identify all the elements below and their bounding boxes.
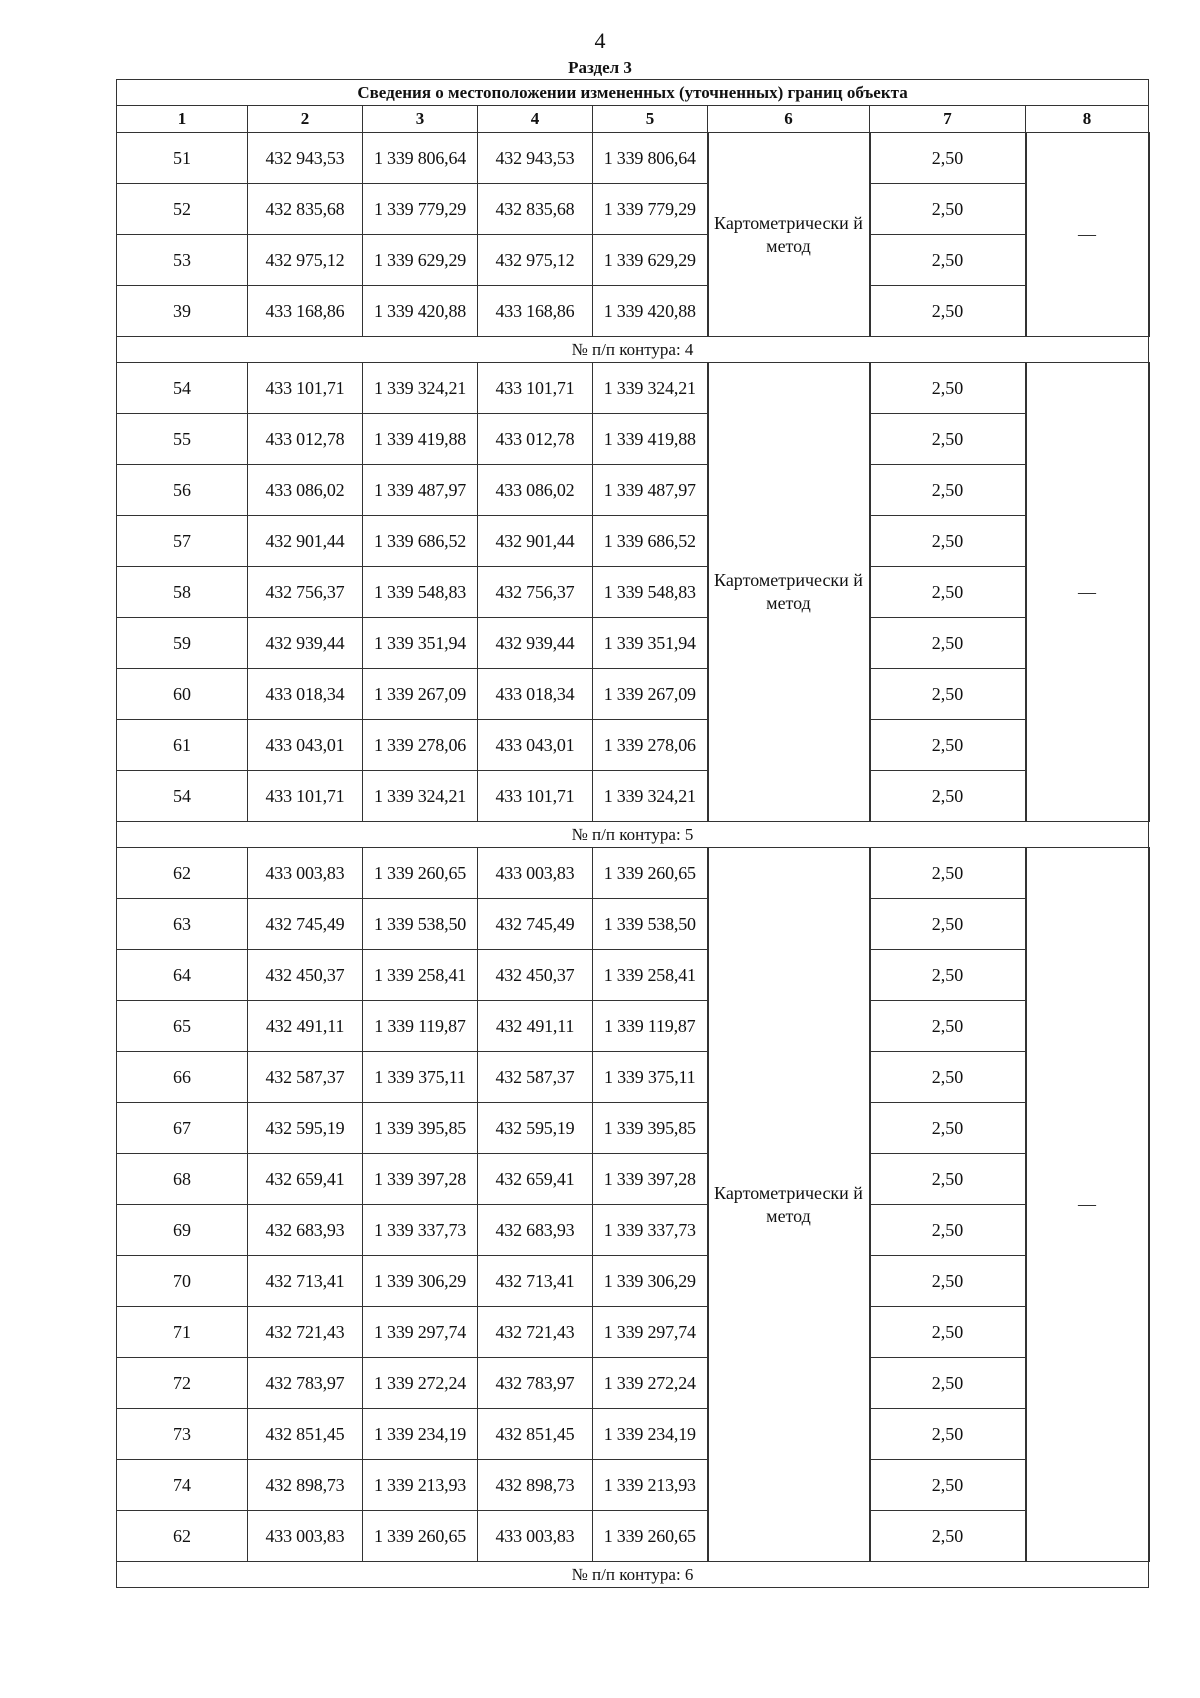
- x-coordinate-cell: 433 012,78: [248, 414, 363, 465]
- y-coordinate-cell: 1 339 419,88: [363, 414, 478, 465]
- accuracy-cell: 2,50: [870, 465, 1026, 516]
- accuracy-cell: 2,50: [870, 1205, 1026, 1256]
- y-coordinate-new-cell: 1 339 213,93: [593, 1460, 708, 1511]
- y-coordinate-cell: 1 339 395,85: [363, 1103, 478, 1154]
- table-row: [117, 950, 1149, 1001]
- table-row: [117, 771, 1149, 822]
- x-coordinate-new-cell: 432 835,68: [478, 184, 593, 235]
- y-coordinate-cell: 1 339 324,21: [363, 363, 478, 414]
- table-row: [117, 567, 1149, 618]
- accuracy-cell: 2,50: [870, 184, 1026, 235]
- point-number-cell: 66: [117, 1052, 248, 1103]
- point-number-cell: 64: [117, 950, 248, 1001]
- y-coordinate-cell: 1 339 324,21: [363, 771, 478, 822]
- table-row: [117, 1052, 1149, 1103]
- point-number-cell: 73: [117, 1409, 248, 1460]
- accuracy-cell: 2,50: [870, 1256, 1026, 1307]
- accuracy-cell: 2,50: [870, 567, 1026, 618]
- x-coordinate-new-cell: 432 595,19: [478, 1103, 593, 1154]
- point-number-cell: 57: [117, 516, 248, 567]
- accuracy-cell: 2,50: [870, 618, 1026, 669]
- y-coordinate-cell: 1 339 213,93: [363, 1460, 478, 1511]
- point-number-cell: 74: [117, 1460, 248, 1511]
- table-row: [117, 848, 1149, 899]
- y-coordinate-new-cell: 1 339 779,29: [593, 184, 708, 235]
- table-row: [117, 1511, 1149, 1562]
- x-coordinate-new-cell: 432 450,37: [478, 950, 593, 1001]
- y-coordinate-cell: 1 339 375,11: [363, 1052, 478, 1103]
- accuracy-cell: 2,50: [870, 1103, 1026, 1154]
- y-coordinate-cell: 1 339 686,52: [363, 516, 478, 567]
- method-cell: Картометрически й метод: [708, 133, 870, 337]
- point-number-cell: 72: [117, 1358, 248, 1409]
- y-coordinate-cell: 1 339 779,29: [363, 184, 478, 235]
- point-number-cell: 54: [117, 363, 248, 414]
- column-header: 6: [708, 106, 870, 133]
- coordinates-table: [116, 79, 1150, 1588]
- x-coordinate-new-cell: 433 012,78: [478, 414, 593, 465]
- table-row: [117, 899, 1149, 950]
- x-coordinate-new-cell: 432 901,44: [478, 516, 593, 567]
- point-number-cell: 54: [117, 771, 248, 822]
- x-coordinate-cell: 432 721,43: [248, 1307, 363, 1358]
- y-coordinate-new-cell: 1 339 119,87: [593, 1001, 708, 1052]
- column-header: 1: [117, 106, 248, 133]
- x-coordinate-cell: 432 943,53: [248, 133, 363, 184]
- x-coordinate-new-cell: 432 898,73: [478, 1460, 593, 1511]
- x-coordinate-new-cell: 432 975,12: [478, 235, 593, 286]
- y-coordinate-cell: 1 339 272,24: [363, 1358, 478, 1409]
- y-coordinate-new-cell: 1 339 234,19: [593, 1409, 708, 1460]
- table-row: [117, 618, 1149, 669]
- x-coordinate-cell: 432 659,41: [248, 1154, 363, 1205]
- method-cell: Картометрически й метод: [708, 848, 870, 1562]
- point-number-cell: 67: [117, 1103, 248, 1154]
- y-coordinate-new-cell: 1 339 267,09: [593, 669, 708, 720]
- point-number-cell: 71: [117, 1307, 248, 1358]
- table-row: [117, 1460, 1149, 1511]
- y-coordinate-cell: 1 339 234,19: [363, 1409, 478, 1460]
- table-row: [117, 1103, 1149, 1154]
- y-coordinate-new-cell: 1 339 686,52: [593, 516, 708, 567]
- y-coordinate-cell: 1 339 297,74: [363, 1307, 478, 1358]
- page-number: 4: [594, 28, 606, 53]
- x-coordinate-cell: 433 168,86: [248, 286, 363, 337]
- y-coordinate-new-cell: 1 339 419,88: [593, 414, 708, 465]
- y-coordinate-new-cell: 1 339 272,24: [593, 1358, 708, 1409]
- x-coordinate-cell: 433 043,01: [248, 720, 363, 771]
- accuracy-cell: 2,50: [870, 235, 1026, 286]
- table-row: [117, 669, 1149, 720]
- y-coordinate-cell: 1 339 806,64: [363, 133, 478, 184]
- y-coordinate-cell: 1 339 260,65: [363, 848, 478, 899]
- table-caption-row: [117, 80, 1149, 106]
- contour-row: [117, 1562, 1149, 1588]
- accuracy-cell: 2,50: [870, 1409, 1026, 1460]
- accuracy-cell: 2,50: [870, 1154, 1026, 1205]
- x-coordinate-cell: 432 683,93: [248, 1205, 363, 1256]
- y-coordinate-cell: 1 339 487,97: [363, 465, 478, 516]
- x-coordinate-new-cell: 432 756,37: [478, 567, 593, 618]
- table-row: [117, 465, 1149, 516]
- col8-dash-cell: —: [1026, 363, 1149, 822]
- accuracy-cell: 2,50: [870, 286, 1026, 337]
- accuracy-cell: 2,50: [870, 414, 1026, 465]
- y-coordinate-new-cell: 1 339 395,85: [593, 1103, 708, 1154]
- column-header: 7: [870, 106, 1026, 133]
- point-number-cell: 55: [117, 414, 248, 465]
- y-coordinate-new-cell: 1 339 351,94: [593, 618, 708, 669]
- x-coordinate-cell: 432 745,49: [248, 899, 363, 950]
- point-number-cell: 56: [117, 465, 248, 516]
- y-coordinate-new-cell: 1 339 297,74: [593, 1307, 708, 1358]
- y-coordinate-new-cell: 1 339 375,11: [593, 1052, 708, 1103]
- y-coordinate-cell: 1 339 420,88: [363, 286, 478, 337]
- x-coordinate-cell: 432 901,44: [248, 516, 363, 567]
- y-coordinate-new-cell: 1 339 278,06: [593, 720, 708, 771]
- x-coordinate-new-cell: 432 783,97: [478, 1358, 593, 1409]
- y-coordinate-new-cell: 1 339 258,41: [593, 950, 708, 1001]
- column-header: 3: [363, 106, 478, 133]
- table-row: [117, 286, 1149, 337]
- point-number-cell: 39: [117, 286, 248, 337]
- table-row: [117, 1358, 1149, 1409]
- point-number-cell: 70: [117, 1256, 248, 1307]
- x-coordinate-cell: 432 835,68: [248, 184, 363, 235]
- x-coordinate-cell: 432 851,45: [248, 1409, 363, 1460]
- x-coordinate-new-cell: 433 101,71: [478, 771, 593, 822]
- point-number-cell: 63: [117, 899, 248, 950]
- column-header: 5: [593, 106, 708, 133]
- x-coordinate-cell: 432 713,41: [248, 1256, 363, 1307]
- table-row: [117, 516, 1149, 567]
- y-coordinate-cell: 1 339 548,83: [363, 567, 478, 618]
- point-number-cell: 60: [117, 669, 248, 720]
- x-coordinate-new-cell: 433 168,86: [478, 286, 593, 337]
- table-caption: Сведения о местоположении измененных (уточненных) границ объекта: [117, 80, 1149, 106]
- accuracy-cell: 2,50: [870, 516, 1026, 567]
- table-row: [117, 1307, 1149, 1358]
- y-coordinate-cell: 1 339 351,94: [363, 618, 478, 669]
- y-coordinate-cell: 1 339 258,41: [363, 950, 478, 1001]
- point-number-cell: 68: [117, 1154, 248, 1205]
- y-coordinate-cell: 1 339 538,50: [363, 899, 478, 950]
- table-row: [117, 1256, 1149, 1307]
- column-header: 8: [1026, 106, 1149, 133]
- accuracy-cell: 2,50: [870, 771, 1026, 822]
- x-coordinate-cell: 433 018,34: [248, 669, 363, 720]
- y-coordinate-new-cell: 1 339 629,29: [593, 235, 708, 286]
- x-coordinate-cell: 432 595,19: [248, 1103, 363, 1154]
- column-header: 2: [248, 106, 363, 133]
- x-coordinate-new-cell: 432 721,43: [478, 1307, 593, 1358]
- accuracy-cell: 2,50: [870, 720, 1026, 771]
- accuracy-cell: 2,50: [870, 899, 1026, 950]
- x-coordinate-new-cell: 433 086,02: [478, 465, 593, 516]
- y-coordinate-new-cell: 1 339 324,21: [593, 771, 708, 822]
- y-coordinate-new-cell: 1 339 260,65: [593, 1511, 708, 1562]
- x-coordinate-new-cell: 432 659,41: [478, 1154, 593, 1205]
- table-row: [117, 235, 1149, 286]
- x-coordinate-new-cell: 433 003,83: [478, 848, 593, 899]
- x-coordinate-cell: 432 783,97: [248, 1358, 363, 1409]
- point-number-cell: 53: [117, 235, 248, 286]
- method-cell: Картометрически й метод: [708, 363, 870, 822]
- point-number-cell: 69: [117, 1205, 248, 1256]
- x-coordinate-cell: 432 975,12: [248, 235, 363, 286]
- x-coordinate-cell: 432 756,37: [248, 567, 363, 618]
- x-coordinate-new-cell: 432 491,11: [478, 1001, 593, 1052]
- y-coordinate-new-cell: 1 339 487,97: [593, 465, 708, 516]
- point-number-cell: 51: [117, 133, 248, 184]
- x-coordinate-new-cell: 433 003,83: [478, 1511, 593, 1562]
- accuracy-cell: 2,50: [870, 1511, 1026, 1562]
- point-number-cell: 65: [117, 1001, 248, 1052]
- accuracy-cell: 2,50: [870, 1052, 1026, 1103]
- contour-label: № п/п контура: 5: [117, 822, 1149, 848]
- y-coordinate-new-cell: 1 339 420,88: [593, 286, 708, 337]
- table-row: [117, 363, 1149, 414]
- point-number-cell: 58: [117, 567, 248, 618]
- x-coordinate-cell: 432 491,11: [248, 1001, 363, 1052]
- y-coordinate-new-cell: 1 339 324,21: [593, 363, 708, 414]
- table-row: [117, 1001, 1149, 1052]
- accuracy-cell: 2,50: [870, 1307, 1026, 1358]
- y-coordinate-cell: 1 339 278,06: [363, 720, 478, 771]
- contour-label: № п/п контура: 4: [117, 337, 1149, 363]
- x-coordinate-cell: 433 003,83: [248, 848, 363, 899]
- table-row: [117, 414, 1149, 465]
- accuracy-cell: 2,50: [870, 848, 1026, 899]
- table-row: [117, 184, 1149, 235]
- y-coordinate-new-cell: 1 339 806,64: [593, 133, 708, 184]
- x-coordinate-new-cell: 432 939,44: [478, 618, 593, 669]
- point-number-cell: 59: [117, 618, 248, 669]
- y-coordinate-cell: 1 339 119,87: [363, 1001, 478, 1052]
- table-row: [117, 1205, 1149, 1256]
- section-title: Раздел 3: [568, 58, 632, 77]
- col8-dash-cell: —: [1026, 848, 1149, 1562]
- table-body: [117, 80, 1149, 1588]
- column-header-row: [117, 106, 1149, 133]
- y-coordinate-cell: 1 339 397,28: [363, 1154, 478, 1205]
- col8-dash-cell: —: [1026, 133, 1149, 337]
- y-coordinate-new-cell: 1 339 337,73: [593, 1205, 708, 1256]
- accuracy-cell: 2,50: [870, 133, 1026, 184]
- x-coordinate-cell: 433 101,71: [248, 771, 363, 822]
- x-coordinate-new-cell: 433 043,01: [478, 720, 593, 771]
- accuracy-cell: 2,50: [870, 1001, 1026, 1052]
- y-coordinate-cell: 1 339 337,73: [363, 1205, 478, 1256]
- y-coordinate-cell: 1 339 267,09: [363, 669, 478, 720]
- x-coordinate-cell: 432 450,37: [248, 950, 363, 1001]
- x-coordinate-new-cell: 432 683,93: [478, 1205, 593, 1256]
- x-coordinate-new-cell: 433 018,34: [478, 669, 593, 720]
- x-coordinate-cell: 432 898,73: [248, 1460, 363, 1511]
- accuracy-cell: 2,50: [870, 950, 1026, 1001]
- x-coordinate-new-cell: 432 851,45: [478, 1409, 593, 1460]
- accuracy-cell: 2,50: [870, 669, 1026, 720]
- table-row: [117, 720, 1149, 771]
- y-coordinate-new-cell: 1 339 538,50: [593, 899, 708, 950]
- x-coordinate-new-cell: 433 101,71: [478, 363, 593, 414]
- point-number-cell: 62: [117, 1511, 248, 1562]
- y-coordinate-cell: 1 339 260,65: [363, 1511, 478, 1562]
- x-coordinate-new-cell: 432 745,49: [478, 899, 593, 950]
- table-row: [117, 1154, 1149, 1205]
- y-coordinate-new-cell: 1 339 548,83: [593, 567, 708, 618]
- point-number-cell: 62: [117, 848, 248, 899]
- contour-row: [117, 337, 1149, 363]
- y-coordinate-new-cell: 1 339 306,29: [593, 1256, 708, 1307]
- x-coordinate-cell: 432 939,44: [248, 618, 363, 669]
- x-coordinate-cell: 433 003,83: [248, 1511, 363, 1562]
- x-coordinate-cell: 432 587,37: [248, 1052, 363, 1103]
- y-coordinate-cell: 1 339 629,29: [363, 235, 478, 286]
- point-number-cell: 61: [117, 720, 248, 771]
- x-coordinate-new-cell: 432 943,53: [478, 133, 593, 184]
- x-coordinate-new-cell: 432 713,41: [478, 1256, 593, 1307]
- y-coordinate-new-cell: 1 339 260,65: [593, 848, 708, 899]
- column-header: 4: [478, 106, 593, 133]
- contour-row: [117, 822, 1149, 848]
- accuracy-cell: 2,50: [870, 1460, 1026, 1511]
- point-number-cell: 52: [117, 184, 248, 235]
- x-coordinate-cell: 433 086,02: [248, 465, 363, 516]
- table-row: [117, 1409, 1149, 1460]
- table-row: [117, 133, 1149, 184]
- y-coordinate-new-cell: 1 339 397,28: [593, 1154, 708, 1205]
- accuracy-cell: 2,50: [870, 1358, 1026, 1409]
- x-coordinate-new-cell: 432 587,37: [478, 1052, 593, 1103]
- accuracy-cell: 2,50: [870, 363, 1026, 414]
- x-coordinate-cell: 433 101,71: [248, 363, 363, 414]
- contour-label: № п/п контура: 6: [117, 1562, 1149, 1588]
- y-coordinate-cell: 1 339 306,29: [363, 1256, 478, 1307]
